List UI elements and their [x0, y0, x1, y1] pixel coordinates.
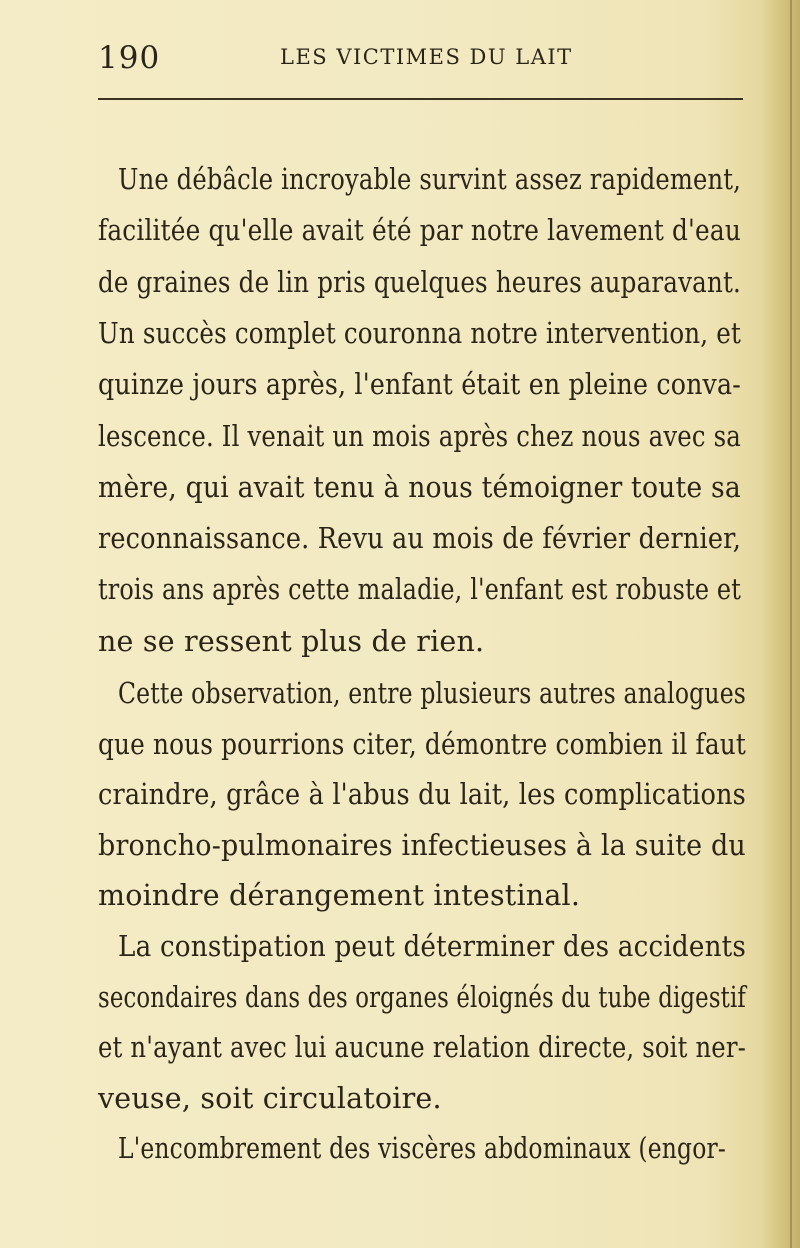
- page-gutter-shadow: [762, 0, 800, 1248]
- text-line: que nous pourrions citer, démontre combien il faut: [98, 727, 747, 761]
- text-line: de graines de lin pris quelques heures auparavant.: [98, 265, 741, 299]
- text-line: quinze jours après, l'enfant était en pleine conva-: [98, 368, 741, 402]
- text-line: trois ans après cette maladie, l'enfant est robuste et: [98, 573, 742, 607]
- text-line: lescence. Il venait un mois après chez nous avec sa: [98, 419, 742, 453]
- text-line: ne se ressent plus de rien.: [98, 624, 485, 658]
- text-line: moindre dérangement intestinal.: [98, 879, 581, 912]
- text-line: Une débâcle incroyable survint assez rapidement,: [118, 163, 742, 196]
- text-line: broncho-pulmonaires infectieuses à la suite du: [98, 828, 746, 862]
- text-line: facilitée qu'elle avait été par notre lavement d'eau: [98, 214, 741, 248]
- text-line: et n'ayant avec lui aucune relation directe, soit ner-: [98, 1031, 747, 1064]
- text-line: craindre, grâce à l'abus du lait, les complications: [98, 778, 746, 811]
- text-line: mère, qui avait tenu à nous témoigner toute sa: [98, 470, 741, 504]
- header-rule: [98, 98, 743, 100]
- text-line: reconnaissance. Revu au mois de février dernier,: [98, 522, 742, 556]
- text-line: L'encombrement des viscères abdominaux (engor-: [118, 1132, 726, 1165]
- page-number: 190: [98, 40, 161, 76]
- text-line: veuse, soit circulatoire.: [98, 1081, 442, 1115]
- text-line: Cette observation, entre plusieurs autres analogues: [118, 677, 747, 710]
- text-line: La constipation peut déterminer des accidents: [118, 930, 747, 963]
- page-header: [98, 40, 758, 80]
- text-line: Un succès complet couronna notre intervention, et: [98, 316, 742, 350]
- running-title: LES VICTIMES DU LAIT: [280, 45, 573, 69]
- text-line: secondaires dans des organes éloignés du tube digestif: [98, 980, 747, 1014]
- page-edge-line: [790, 0, 792, 1248]
